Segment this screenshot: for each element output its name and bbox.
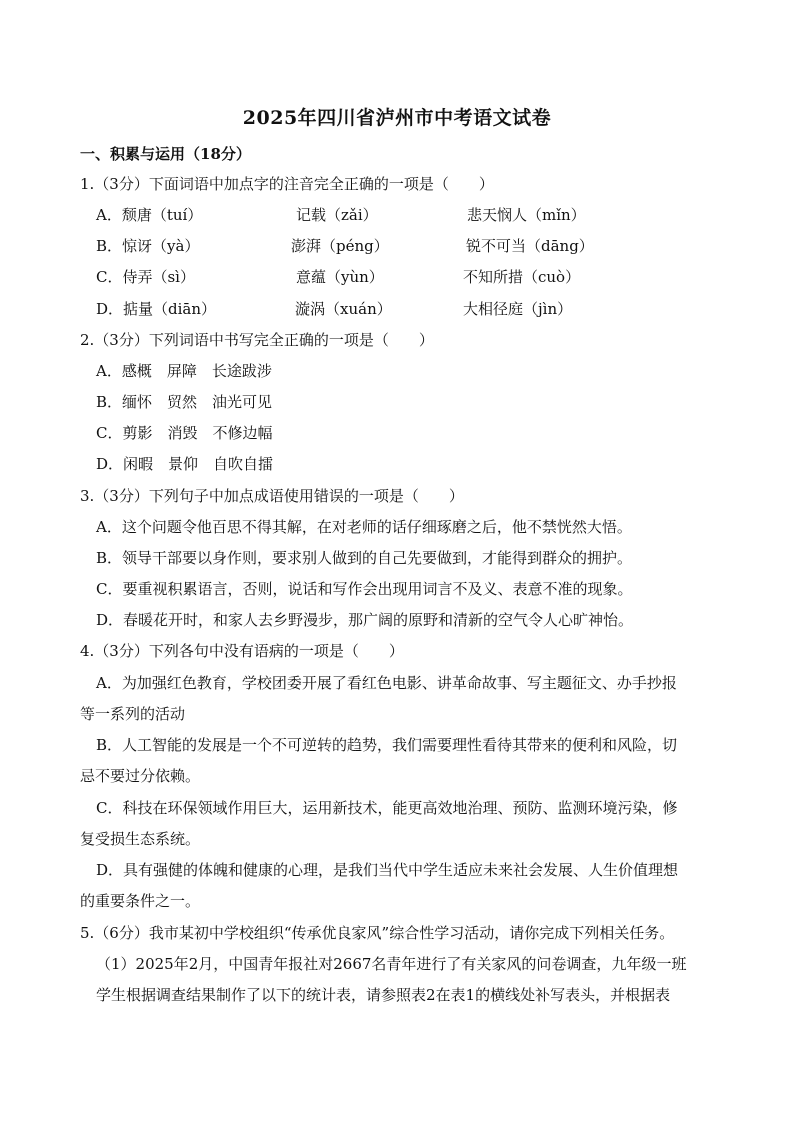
q3-option-c: C．要重视积累语言，否则，说话和写作会出现用词言不及义、表意不准的现象。 (96, 580, 633, 598)
q1-option-b-word1: B．惊讶（yà） (96, 237, 200, 255)
q2-option-d: D．闲暇 景仰 自吹自擂 (96, 455, 274, 473)
q1-option-a-word3: 悲天悯人（mǐn） (467, 206, 586, 224)
q4-option-a-line2: 等一系列的活动 (80, 705, 186, 723)
q1-option-c-word1: C．侍弄（sì） (96, 268, 195, 286)
question-1-stem: 1.（3分）下面词语中加点字的注音完全正确的一项是（ ） (80, 175, 494, 193)
q1-option-c-word2: 意蕴（yùn） (296, 268, 384, 286)
q5-sub1-line1: （1）2025年2月，中国青年报社对2667名青年进行了有关家风的问卷调查，九年级一班 (96, 955, 687, 973)
q3-option-b: B．领导干部要以身作则，要求别人做到的自己先要做到，才能得到群众的拥护。 (96, 549, 633, 567)
q3-option-a: A．这个问题令他百思不得其解，在对老师的话仔细琢磨之后，他不禁恍然大悟。 (96, 518, 632, 536)
q1-option-a-word1: A．颓唐（tuí） (96, 206, 203, 224)
section-heading: 一、积累与运用（18分） (80, 145, 251, 163)
q1-option-a-word2: 记载（zǎi） (296, 206, 378, 224)
question-5-stem: 5.（6分）我市某初中学校组织“传承优良家风”综合性学习活动，请你完成下列相关任务。 (80, 924, 675, 942)
q4-option-d-line2: 的重要条件之一。 (80, 892, 201, 910)
q1-option-c-word3: 不知所措（cuò） (463, 268, 581, 286)
q4-option-d-line1: D．具有强健的体魄和健康的心理，是我们当代中学生适应未来社会发展、人生价值理想 (96, 861, 679, 879)
q1-option-d-word3: 大相径庭（jìn） (463, 300, 573, 318)
q4-option-c-line1: C．科技在环保领域作用巨大，运用新技术，能更高效地治理、预防、监测环境污染，修 (96, 799, 678, 817)
page-title: 2025年四川省泸州市中考语文试卷 (242, 107, 552, 129)
q2-option-a: A．感概 屏障 长途跋涉 (96, 362, 272, 380)
q4-option-b-line1: B．人工智能的发展是一个不可逆转的趋势，我们需要理性看待其带来的便利和风险，切 (96, 736, 678, 754)
q1-option-b-word3: 锐不可当（dāng） (466, 237, 594, 255)
q2-option-c: C．剪影 消毁 不修边幅 (96, 424, 273, 442)
q5-sub1-line2: 学生根据调查结果制作了以下的统计表，请参照表2在表1的横线处补写表头，并根据表 (96, 986, 671, 1004)
q1-option-b-word2: 澎湃（péng） (291, 237, 389, 255)
q4-option-a-line1: A．为加强红色教育，学校团委开展了看红色电影、讲革命故事、写主题征文、办手抄报 (96, 674, 677, 692)
question-4-stem: 4.（3分）下列各句中没有语病的一项是（ ） (80, 642, 404, 660)
q4-option-b-line2: 忌不要过分依赖。 (80, 767, 201, 785)
question-3-stem: 3.（3分）下列句子中加点成语使用错误的一项是（ ） (80, 487, 464, 505)
question-2-stem: 2.（3分）下列词语中书写完全正确的一项是（ ） (80, 331, 434, 349)
q4-option-c-line2: 复受损生态系统。 (80, 830, 201, 848)
q1-option-d-word2: 漩涡（xuán） (295, 300, 392, 318)
q2-option-b: B．缅怀 贸然 油光可见 (96, 393, 273, 411)
q3-option-d: D．春暖花开时，和家人去乡野漫步，那广阔的原野和清新的空气令人心旷神怡。 (96, 611, 634, 629)
q1-option-d-word1: D．掂量（diān） (96, 300, 217, 318)
